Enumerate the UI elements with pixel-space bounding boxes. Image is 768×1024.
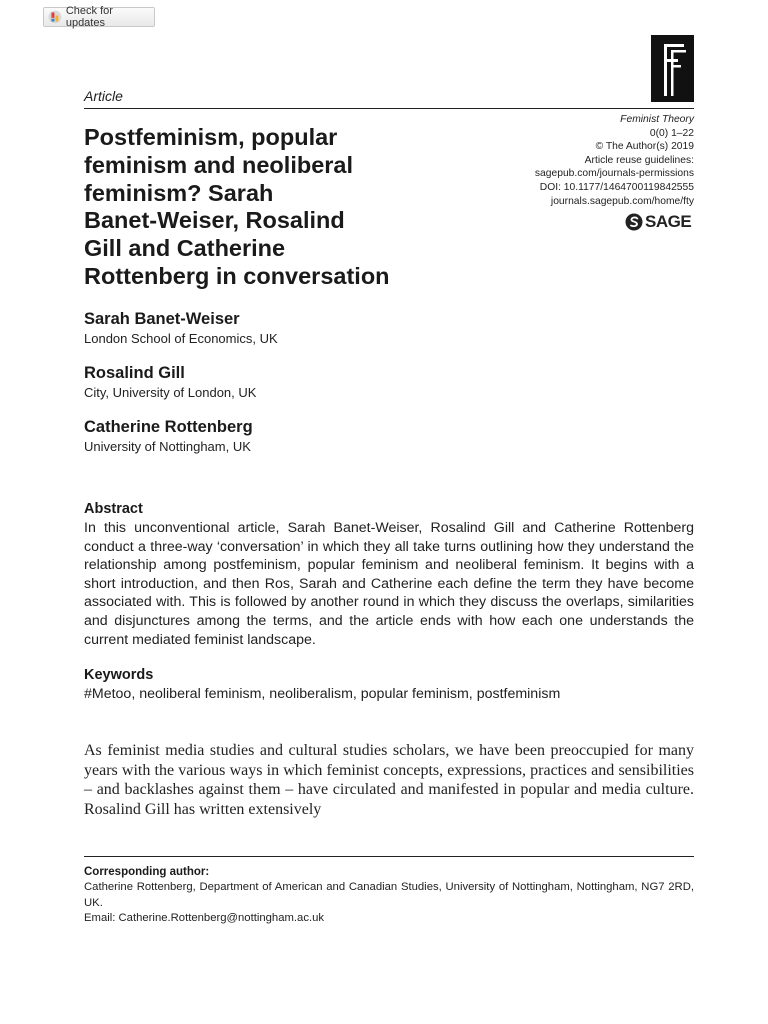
- author-affiliation: London School of Economics, UK: [84, 331, 278, 346]
- corresponding-author-heading: Corresponding author:: [84, 866, 210, 878]
- journal-metadata: [535, 113, 694, 208]
- author-affiliation: City, University of London, UK: [84, 385, 257, 400]
- sage-logo: [625, 212, 691, 232]
- title-line: Gill and Catherine: [84, 235, 286, 262]
- author-name: Rosalind Gill: [84, 364, 185, 382]
- journal-reuse-link[interactable]: sagepub.com/journals-permissions: [534, 168, 694, 180]
- crossmark-icon: [48, 10, 62, 24]
- article-title: [84, 124, 464, 291]
- title-line: Banet-Weiser, Rosalind: [84, 207, 345, 234]
- title-line: Rottenberg in conversation: [84, 262, 390, 289]
- author-name: Sarah Banet-Weiser: [84, 310, 240, 328]
- title-line: feminism? Sarah: [84, 179, 274, 206]
- journal-home-link[interactable]: journals.sagepub.com/home/fty: [550, 195, 694, 207]
- title-line: Postfeminism, popular: [84, 124, 338, 150]
- title-line: feminism and neoliberal: [84, 151, 354, 178]
- check-for-updates-label: Check for updates: [65, 5, 113, 29]
- keywords-text: #Metoo, neoliberal feminism, neoliberalism, popular feminism, postfeminism: [84, 686, 561, 702]
- corresponding-author-details: [84, 880, 694, 927]
- article-type-label: Article: [84, 88, 123, 104]
- sage-label: SAGE: [645, 212, 692, 231]
- author-affiliation: University of Nottingham, UK: [84, 439, 251, 454]
- corresponding-author-email[interactable]: Email: Catherine.Rottenberg@nottingham.ac.uk: [84, 912, 325, 924]
- check-for-updates-button[interactable]: [43, 7, 155, 27]
- sage-s-icon: [625, 213, 643, 231]
- journal-doi[interactable]: DOI: 10.1177/1464700119842555: [539, 181, 694, 193]
- journal-name: Feminist Theory: [620, 114, 694, 125]
- journal-copyright: © The Author(s) 2019: [595, 141, 694, 153]
- author-name: Catherine Rottenberg: [84, 418, 253, 436]
- corresponding-author-address: Catherine Rottenberg, Department of American and Canadian Studies, University of Nottingham, Nottingham, NG7 2RD, UK.: [84, 881, 694, 909]
- journal-logo: [651, 35, 694, 102]
- journal-issue: 0(0) 1–22: [649, 127, 694, 139]
- body-paragraph: As feminist media studies and cultural studies scholars, we have been preoccupied for many years with the various ways in which feminist concepts, expressions, practices and sensibilities – and backlashes against them – have circulated and manifested in popular and media culture. Rosalind Gill has written extensively: [84, 742, 694, 818]
- abstract-text: In this unconventional article, Sarah Banet-Weiser, Rosalind Gill and Catherine Rottenberg conduct a three-way ‘conversation’ in which they all take turns outlining how they understand the relationship among postfeminism, popular feminism and neoliberal feminism. It begins with a short introduction, and then Ros, Sarah and Catherine each define the term they have become associated with. This is followed by another round in which they discuss the overlaps, similarities and disjunctures among the terms, and the article ends with how each one understands the current mediated feminist landscape.: [84, 520, 694, 648]
- header-divider: [84, 108, 694, 109]
- journal-reuse-label: Article reuse guidelines:: [584, 154, 694, 166]
- footnote-divider: [84, 856, 694, 857]
- abstract-heading: Abstract: [84, 501, 143, 517]
- keywords-heading: Keywords: [84, 667, 154, 683]
- feminist-theory-logo-icon: [651, 35, 694, 102]
